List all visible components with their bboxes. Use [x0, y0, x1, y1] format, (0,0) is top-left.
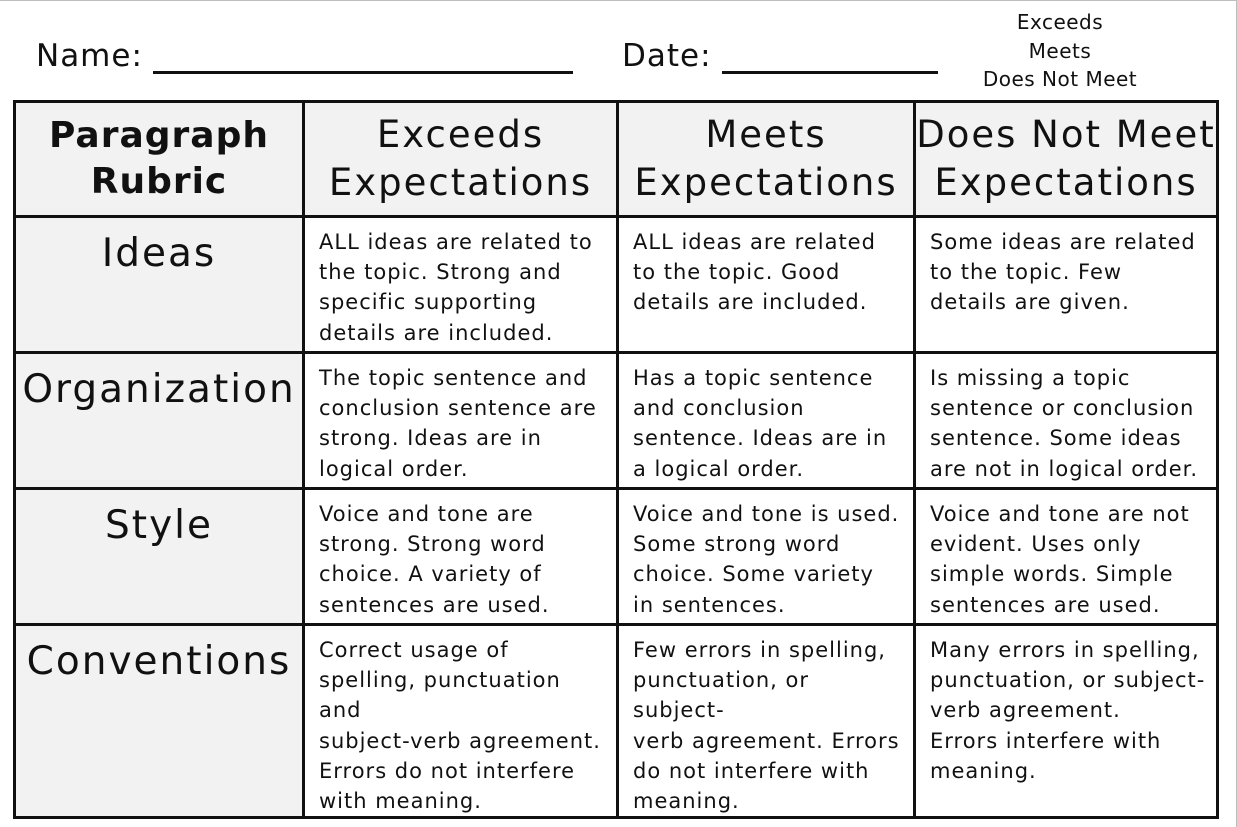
conventions-meets-text: Few errors in spelling, punctuation, or subject- verb agreement. Errors do not interfere with meaning. [633, 638, 900, 814]
conventions-exceeds-text: Correct usage of spelling, punctuation and subject-verb agreement. Errors do not interfere with meaning. [319, 638, 601, 814]
rubric-table [13, 100, 1219, 819]
rubric-title: Paragraph Rubric [49, 115, 269, 202]
rubric-title-cell [15, 102, 304, 217]
conventions-does-not-meet-text: Many errors in spelling, punctuation, or subject- verb agreement. Errors interfere with meaning. [930, 638, 1206, 783]
column-header-meets [618, 102, 915, 217]
date-field [622, 30, 938, 80]
organization-does-not-meet-text: Is missing a topic sentence or conclusion sentence. Some ideas are not in logical order. [930, 366, 1199, 481]
name-blank-line [153, 71, 573, 74]
ideas-meets-text: ALL ideas are related to the topic. Good details are included. [633, 230, 876, 315]
rubric-header-row [15, 102, 1218, 217]
key-does-not-meet: Does Not Meet [982, 67, 1138, 91]
criterion-cell-style [15, 489, 304, 625]
organization-meets-text: Has a topic sentence and conclusion sentence. Ideas are in a logical order. [633, 366, 888, 481]
column-header-does-not-meet-label: Does Not Meet Expectations [916, 113, 1216, 204]
style-meets-text: Voice and tone is used. Some strong word choice. Some variety in sentences. [633, 502, 900, 617]
column-header-meets-label: Meets Expectations [634, 113, 898, 204]
column-header-exceeds-label: Exceeds Expectations [328, 113, 593, 204]
organization-meets-cell [618, 353, 915, 489]
rubric-row-organization [15, 353, 1218, 489]
conventions-meets-cell [618, 625, 915, 818]
criterion-cell-conventions [15, 625, 304, 818]
organization-exceeds-text: The topic sentence and conclusion sentence are strong. Ideas are in logical order. [319, 366, 597, 481]
criterion-label-style: Style [105, 503, 213, 548]
style-exceeds-cell [304, 489, 618, 625]
rubric-row-conventions [15, 625, 1218, 818]
style-does-not-meet-cell [915, 489, 1218, 625]
criterion-label-conventions: Conventions [26, 639, 292, 684]
conventions-exceeds-cell [304, 625, 618, 818]
key-meets: Meets [1028, 38, 1092, 63]
column-header-does-not-meet [915, 102, 1218, 217]
rating-key [972, 8, 1148, 94]
ideas-does-not-meet-cell [915, 217, 1218, 353]
organization-exceeds-cell [304, 353, 618, 489]
rubric-row-ideas [15, 217, 1218, 353]
rubric-row-style [15, 489, 1218, 625]
style-does-not-meet-text: Voice and tone are not evident. Uses only simple words. Simple sentences are used. [930, 502, 1190, 617]
date-label: Date: [622, 38, 712, 74]
criterion-label-organization: Organization [22, 367, 296, 412]
style-exceeds-text: Voice and tone are strong. Strong word choice. A variety of sentences are used. [319, 502, 550, 617]
ideas-does-not-meet-text: Some ideas are related to the topic. Few details are given. [930, 230, 1196, 315]
criterion-label-ideas: Ideas [101, 231, 217, 276]
ideas-exceeds-text: ALL ideas are related to the topic. Strong and specific supporting details are included. [319, 230, 593, 345]
style-meets-cell [618, 489, 915, 625]
ideas-meets-cell [618, 217, 915, 353]
column-header-exceeds [304, 102, 618, 217]
date-blank-line [722, 71, 938, 74]
page-border-top [0, 0, 1237, 1]
criterion-cell-ideas [15, 217, 304, 353]
conventions-does-not-meet-cell [915, 625, 1218, 818]
ideas-exceeds-cell [304, 217, 618, 353]
organization-does-not-meet-cell [915, 353, 1218, 489]
criterion-cell-organization [15, 353, 304, 489]
key-exceeds: Exceeds [1016, 10, 1104, 34]
name-field [36, 30, 573, 80]
name-label: Name: [36, 38, 143, 74]
